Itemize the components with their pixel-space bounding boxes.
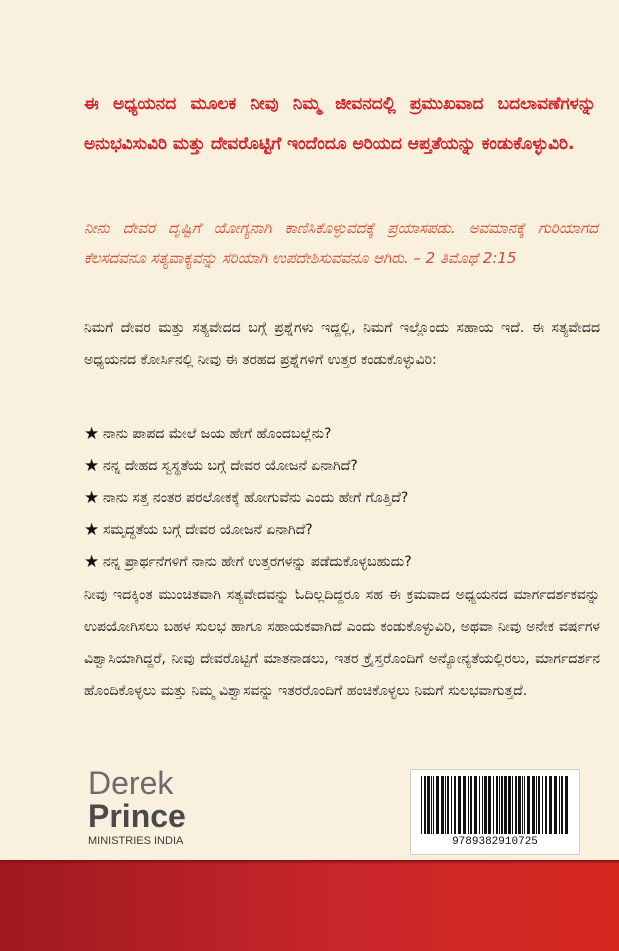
scripture-quote: ನೀನು ದೇವರ ದೃಷ್ಟಿಗೆ ಯೋಗ್ಯನಾಗಿ ಕಾಣಿಸಿಕೊಳ್ಳುವದಕ್ಕೆ ಪ್ರಯಾಸಪಡು. ಅವಮಾನಕ್ಕೆ ಗುರಿಯಾಗದ ಕೆಲಸದವನೂ ಸತ್ಯವಾಕ್ಯವನ್ನು ಸರಿಯಾಗಿ ಉಪದೇಶಿಸುವವನೂ ಆಗಿರು. – 2 ತಿಮೊಥೆ 2:15 xyxy=(84,219,598,267)
barcode-bar xyxy=(559,776,560,834)
barcode-bar xyxy=(512,776,513,834)
barcode-bar xyxy=(508,776,511,834)
barcode-bar xyxy=(482,776,483,834)
barcode-bar xyxy=(441,776,444,834)
question-item xyxy=(84,418,600,450)
barcode-bar xyxy=(501,776,503,834)
barcode-bar xyxy=(496,776,498,834)
barcode-bar xyxy=(532,776,535,834)
barcode-bar xyxy=(504,776,507,834)
barcode-bar xyxy=(463,776,466,834)
barcode-bar xyxy=(542,776,543,834)
barcode-bar xyxy=(427,776,430,834)
logo-word-derek: Derek xyxy=(88,765,174,801)
barcode-bar xyxy=(436,776,439,834)
barcode-bar xyxy=(524,776,525,834)
barcode-bar xyxy=(468,776,469,834)
closing-paragraph: ನೀವು ಇದಕ್ಕಿಂತ ಮುಂಚಿತವಾಗಿ ಸತ್ಯವೇದವನ್ನು ಓದಿಲ್ಲದಿದ್ದರೂ ಸಹ ಈ ಕ್ರಮವಾದ ಅಧ್ಯಯನದ ಮಾರ್ಗದರ್ಶಕವನ್ನು ಉಪಯೋಗಿಸಲು ಬಹಳ ಸುಲಭ ಹಾಗೂ ಸಹಾಯಕವಾಗಿದೆ ಎಂದು ಕಂಡುಕೊಳ್ಳುವಿರಿ, ಅಥವಾ ನೀವು ಅನೇಕ ವರ್ಷಗಳ ವಿಶ್ವಾಸಿಯಾಗಿದ್ದರೆ, ನೀವು ದೇವರೊಟ್ಟಿಗೆ ಮಾತನಾಡಲು, ಇತರ ಕ್ರೈಸ್ತರೊಂದಿಗೆ ಅನ್ಯೋನ್ಯತೆಯಲ್ಲಿರಲು, ಮಾರ್ಗದರ್ಶನ ಹೊಂದಿಕೊಳ್ಳಲು ಮತ್ತು ನಿಮ್ಮ ವಿಶ್ವಾಸವನ್ನು ಇತರರೊಂದಿಗೆ ಹಂಚಿಕೊಳ್ಳಲು ನಿಮಗೆ ಸುಲಭವಾಗುತ್ತದೆ. xyxy=(84,587,600,699)
question-text: ನಾನು ಪಾಪದ ಮೇಲೆ ಜಯ ಹೇಗೆ ಹೊಂದಬಲ್ಲೆನು? xyxy=(103,426,332,442)
barcode-bar xyxy=(493,776,494,834)
barcode-bar xyxy=(565,776,568,834)
barcode-bar xyxy=(527,776,530,834)
star-icon: ★ xyxy=(84,488,100,508)
barcode-bar xyxy=(554,776,557,834)
barcode-bar xyxy=(421,776,422,834)
barcode-bar xyxy=(515,776,517,834)
question-item xyxy=(84,450,600,482)
bottom-red-band xyxy=(0,860,619,951)
star-icon: ★ xyxy=(84,456,100,476)
star-icon: ★ xyxy=(84,520,100,540)
intro-paragraph: ಈ ಅಧ್ಯಯನದ ಮೂಲಕ ನೀವು ನಿಮ್ಮ ಜೀವನದಲ್ಲಿ ಪ್ರಮುಖವಾದ ಬದಲಾವಣೆಗಳನ್ನು ಅನುಭವಿಸುವಿರಿ ಮತ್ತು ದೇವರೊಟ್ಟಿಗೆ ಇಂದೆಂದೂ ಅರಿಯದ ಆಪ್ತತೆಯನ್ನು ಕಂಡುಕೊಳ್ಳುವಿರಿ. xyxy=(84,94,596,154)
star-icon: ★ xyxy=(84,552,100,572)
logo-word-prince: Prince xyxy=(88,798,186,834)
barcode-bar xyxy=(561,776,563,834)
question-list xyxy=(84,418,600,578)
barcode-bar xyxy=(549,776,552,834)
publisher-logo xyxy=(88,766,208,850)
question-text: ನನ್ನ ಪ್ರಾರ್ಥನೆಗಳಿಗೆ ನಾನು ಹೇಗೆ ಉತ್ತರಗಳನ್ನು ಪಡೆದುಕೊಳ್ಳಬಹುದು? xyxy=(103,554,412,570)
questions-intro-paragraph: ನಿಮಗೆ ದೇವರ ಮತ್ತು ಸತ್ಯವೇದದ ಬಗ್ಗೆ ಪ್ರಶ್ನೆಗಳು ಇದ್ದಲ್ಲಿ, ನಿಮಗೆ ಇಲ್ಲೊಂದು ಸಹಾಯ ಇದೆ. ಈ ಸತ್ಯವೇದದ ಅಧ್ಯಯನದ ಕೋರ್ಸಿನಲ್ಲಿ ನೀವು ಈ ತರಹದ ಪ್ರಶ್ನೆಗಳಿಗೆ ಉತ್ತರ ಕಂಡುಕೊಳ್ಳುವಿರಿ: xyxy=(84,320,600,368)
barcode-bar xyxy=(474,776,477,834)
barcode-bar xyxy=(538,776,540,834)
question-text: ಸಮೃದ್ಧತೆಯ ಬಗ್ಗೆ ದೇವರ ಯೋಜನೆ ಏನಾಗಿದೆ? xyxy=(103,522,313,538)
question-text: ನನ್ನ ದೇಹದ ಸ್ವಸ್ಥತೆಯ ಬಗ್ಗೆ ದೇವರ ಯೋಜನೆ ಏನಾಗಿದೆ? xyxy=(103,458,358,474)
barcode-bars xyxy=(419,776,571,834)
question-text: ನಾನು ಸತ್ತ ನಂತರ ಪರಲೋಕಕ್ಕೆ ಹೋಗುವೆನು ಎಂದು ಹೇಗೆ ಗೊತ್ತಿದೆ? xyxy=(103,490,409,506)
barcode-bar xyxy=(445,776,446,834)
barcode-bar xyxy=(470,776,472,834)
barcode-bar xyxy=(431,776,432,834)
logo-subtitle: MINISTRIES INDIA xyxy=(88,835,184,847)
question-item xyxy=(84,546,600,578)
question-item xyxy=(84,482,600,514)
question-item xyxy=(84,514,600,546)
barcode-bar xyxy=(451,776,452,834)
barcode-bar xyxy=(433,776,434,834)
barcode-bar xyxy=(447,776,449,834)
barcode-bar xyxy=(458,776,461,834)
barcode-bar xyxy=(424,776,426,834)
barcode-bar xyxy=(488,776,491,834)
barcode-bar xyxy=(479,776,480,834)
barcode-bar xyxy=(545,776,547,834)
isbn-barcode xyxy=(410,769,580,855)
barcode-bar xyxy=(484,776,487,834)
barcode-bar xyxy=(518,776,521,834)
barcode-bar xyxy=(499,776,500,834)
barcode-bar xyxy=(536,776,537,834)
star-icon: ★ xyxy=(84,424,100,444)
barcode-bar xyxy=(454,776,456,834)
barcode-bar xyxy=(522,776,523,834)
isbn-number: 9789382910725 xyxy=(452,836,538,848)
